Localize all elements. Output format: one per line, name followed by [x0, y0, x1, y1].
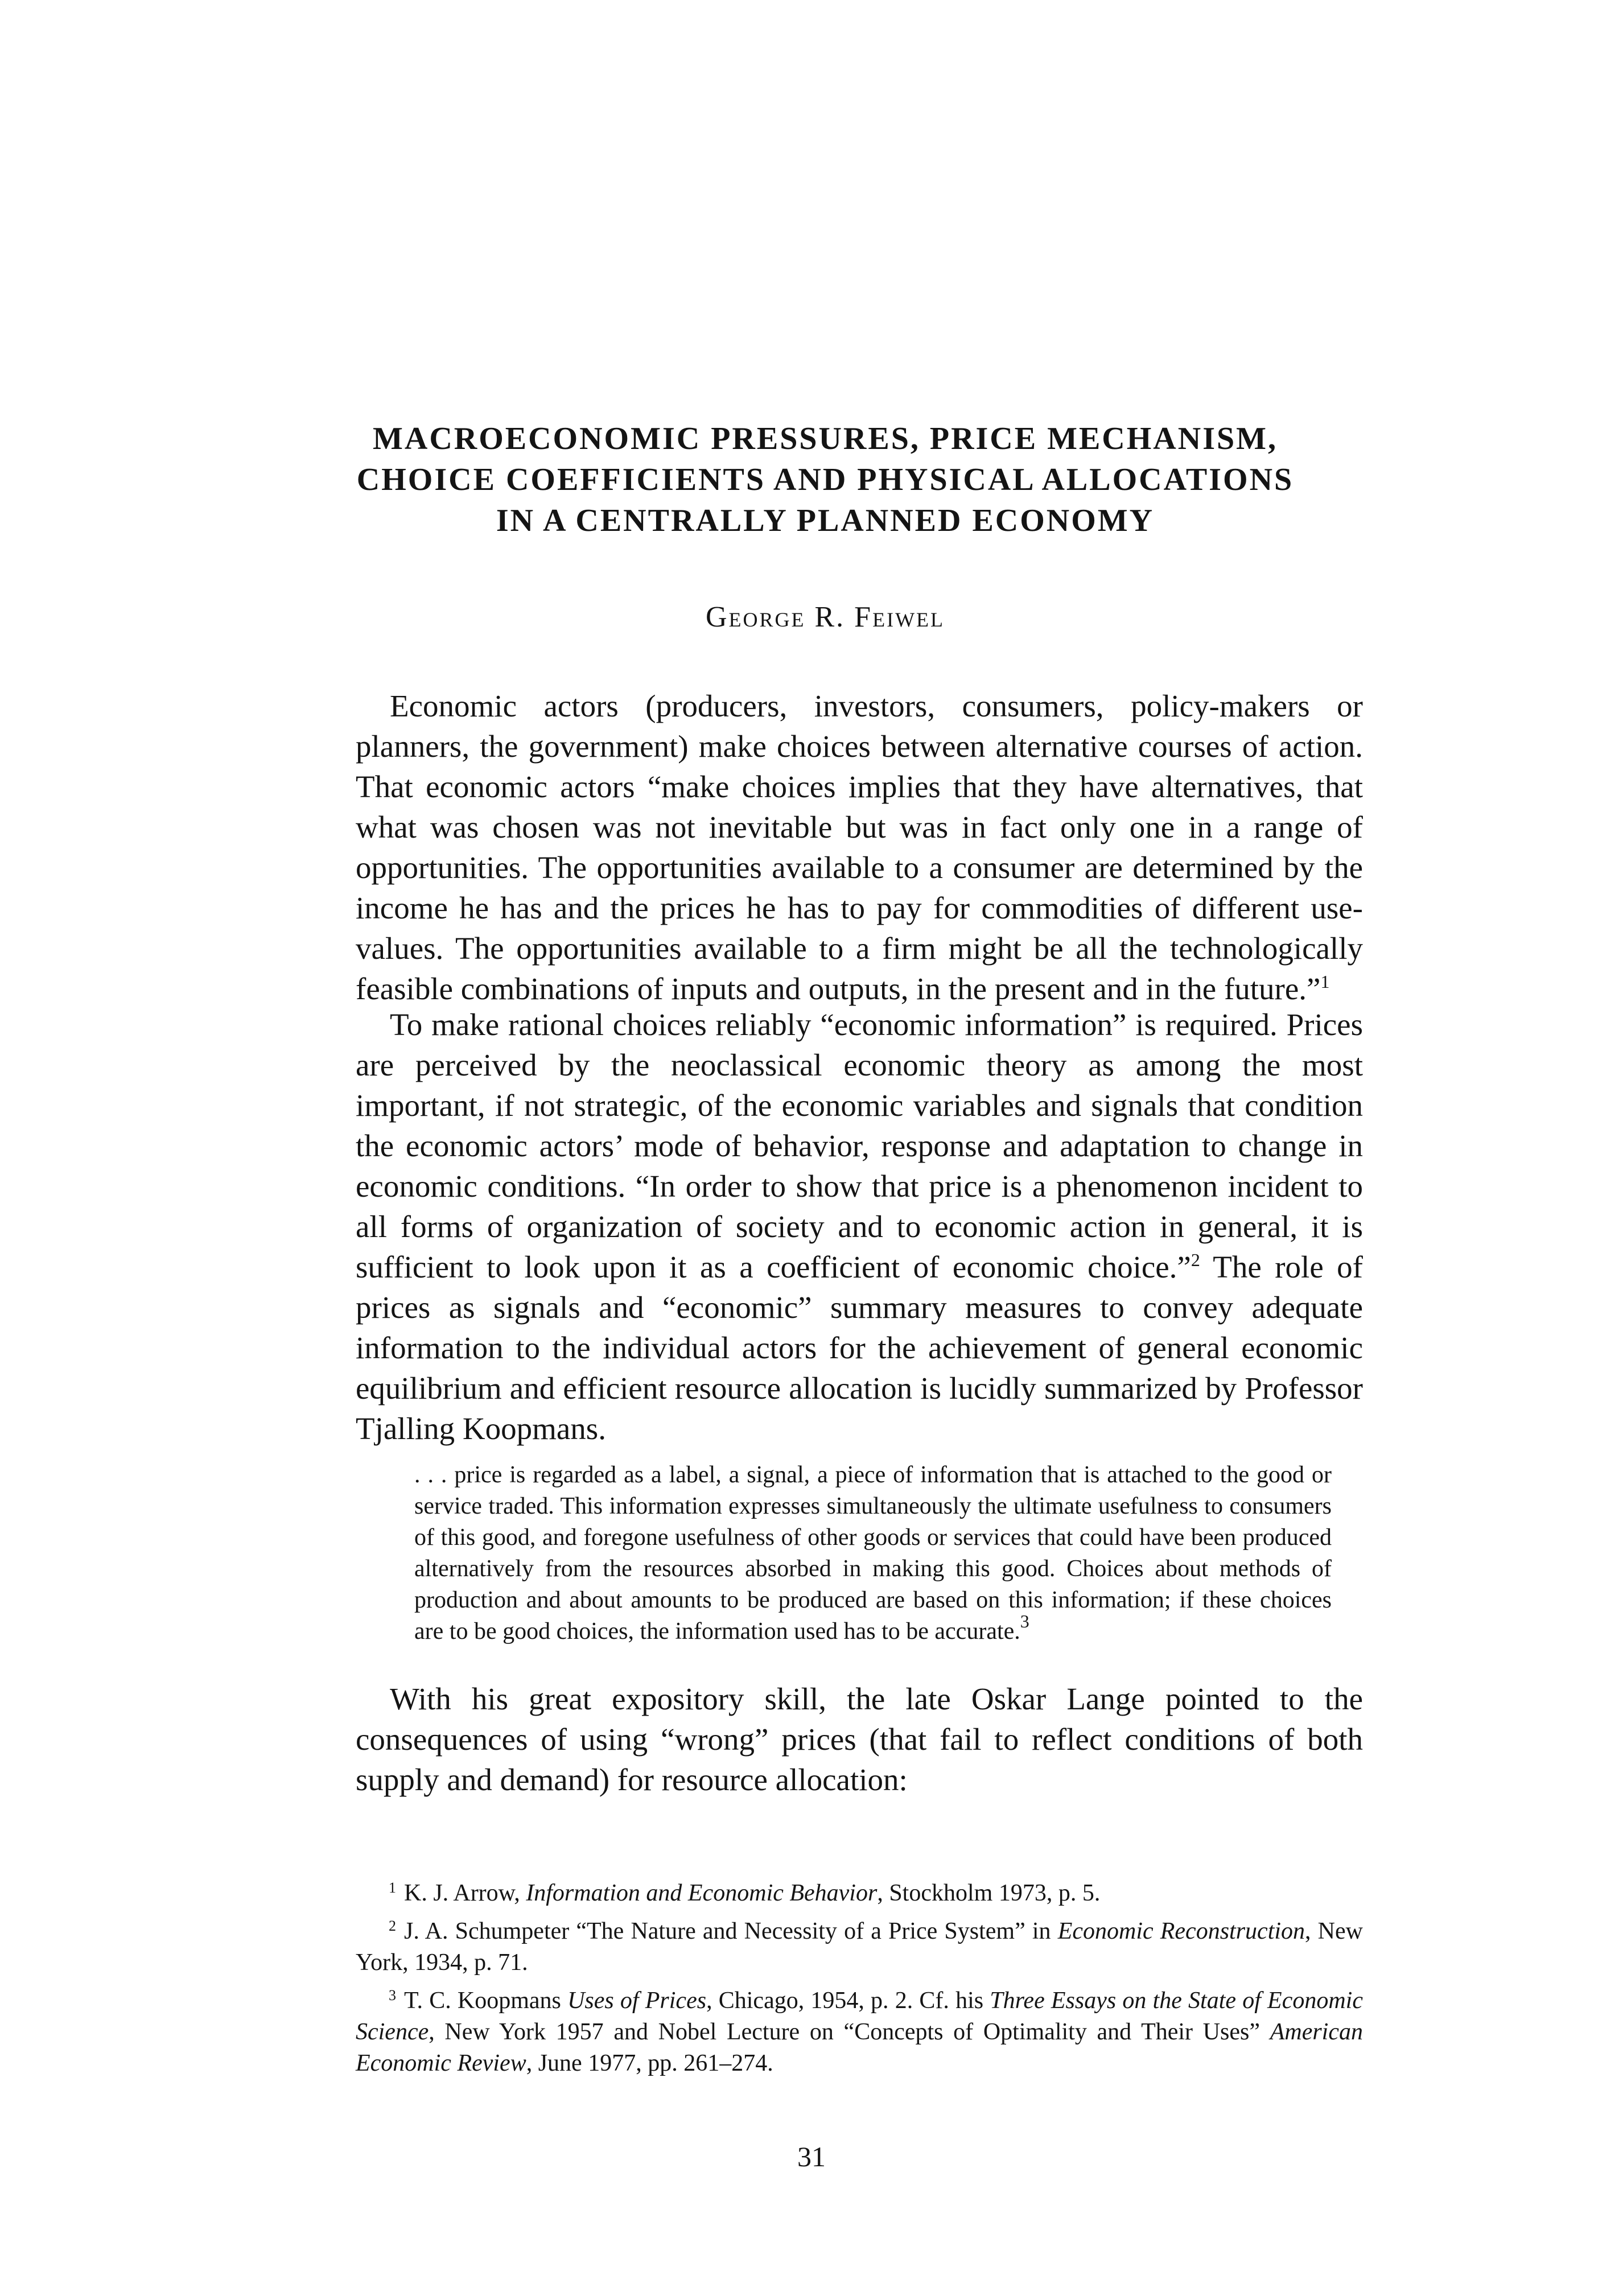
- footnote-ref-3[interactable]: 3: [1020, 1611, 1029, 1631]
- footnote-3: [356, 1980, 1363, 2079]
- footnote-number: 1: [389, 1879, 396, 1896]
- paragraph-1-text: Economic actors (producers, investors, consumers, policy-makers or planners, the government) make choices between alternative courses of action. That economic actors “make choices implies that they have alternatives, that what was chosen was not inevitable but was in fact only one in a range of opportunities. The opportunities available to a consumer are determined by the income he has and the prices he has to pay for commodities of different use-values. The opportunities available to a firm might be all the technologically feasible combinations of inputs and outputs, in the present and in the future.”: [356, 689, 1363, 1006]
- paragraph-3-text: With his great expository skill, the late Oskar Lange pointed to the consequences of using “wrong” prices (that fail to reflect conditions of both supply and demand) for resource allocation:: [356, 1681, 1363, 1797]
- footnote-2: [356, 1910, 1363, 1978]
- paragraph-2: [356, 1004, 1363, 1449]
- block-quote-text: . . . price is regarded as a label, a signal, a piece of information that is attached to the good or service traded. This information expresses simultaneously the ultimate usefulness to consumers of this good, and foregone usefulness of other goods or services that could have been produced alternatively from the resources absorbed in making this good. Choices about methods of production and about amounts to be produced are based on this information; if these choices are to be good choices, the information used has to be accurate.: [414, 1462, 1332, 1644]
- footnote-number: 3: [389, 1987, 396, 2004]
- footnote-text: J. A. Schumpeter “The Nature and Necessity of a Price System” in: [404, 1918, 1058, 1944]
- paragraph-3: [356, 1679, 1363, 1800]
- paragraph-2-text-a: To make rational choices reliably “economic information” is required. Prices are perceived by the neoclassical economic theory as among the most important, if not strategic, of the economic variables and signals that condition the economic actors’ mode of behavior, response and adaptation to change in economic conditions. “In order to show that price is a phenomenon incident to all forms of organization of society and to economic action in general, it is sufficient to look upon it as a coefficient of economic choice.”: [356, 1007, 1363, 1284]
- paragraph-1: [356, 686, 1363, 1009]
- title-line-3: IN A CENTRALLY PLANNED ECONOMY: [496, 503, 1155, 538]
- footnote-text: , New York, 1934, p. 71.: [356, 1918, 1363, 1976]
- footnote-italic-title: Uses of Prices: [567, 1988, 707, 2014]
- footnote-text: , Chicago, 1954, p. 2. Cf. his: [706, 1988, 990, 2014]
- footnote-text: , Stockholm 1973, p. 5.: [877, 1880, 1101, 1906]
- footnote-text: , New York 1957 and Nobel Lecture on “Concepts of Optimality and Their Uses”: [429, 2019, 1270, 2045]
- footnote-text: T. C. Koopmans: [404, 1988, 568, 2014]
- article-title: [319, 418, 1332, 541]
- title-line-2: CHOICE COEFFICIENTS AND PHYSICAL ALLOCATIONS: [356, 462, 1294, 497]
- title-line-1: MACROECONOMIC PRESSURES, PRICE MECHANISM,: [373, 421, 1278, 456]
- author-name: George R. Feiwel: [705, 601, 945, 633]
- page-number: 31: [797, 2141, 826, 2173]
- footnote-text: , June 1977, pp. 261–274.: [526, 2050, 773, 2076]
- footnote-italic-title: Information and Economic Behavior: [526, 1880, 878, 1906]
- footnote-ref-2[interactable]: 2: [1191, 1250, 1200, 1270]
- paragraph-2-text-b: The role of prices as signals and “economic” summary measures to convey adequate information to the individual actors for the achievement of general economic equilibrium and efficient resource allocation is lucidly summarized by Professor Tjalling Koopmans.: [356, 1250, 1363, 1446]
- footnote-italic-title: American Economic Review: [356, 2019, 1363, 2076]
- block-quote: [414, 1460, 1332, 1647]
- footnote-ref-1[interactable]: 1: [1320, 971, 1330, 992]
- footnotes: [356, 1872, 1363, 2080]
- footnote-number: 2: [389, 1918, 396, 1934]
- footnote-italic-title: Economic Reconstruction: [1057, 1918, 1305, 1944]
- footnote-italic-title: Three Essays on the State of Economic Science: [356, 1988, 1363, 2045]
- footnote-text: K. J. Arrow,: [404, 1880, 526, 1906]
- footnote-1: [356, 1872, 1363, 1909]
